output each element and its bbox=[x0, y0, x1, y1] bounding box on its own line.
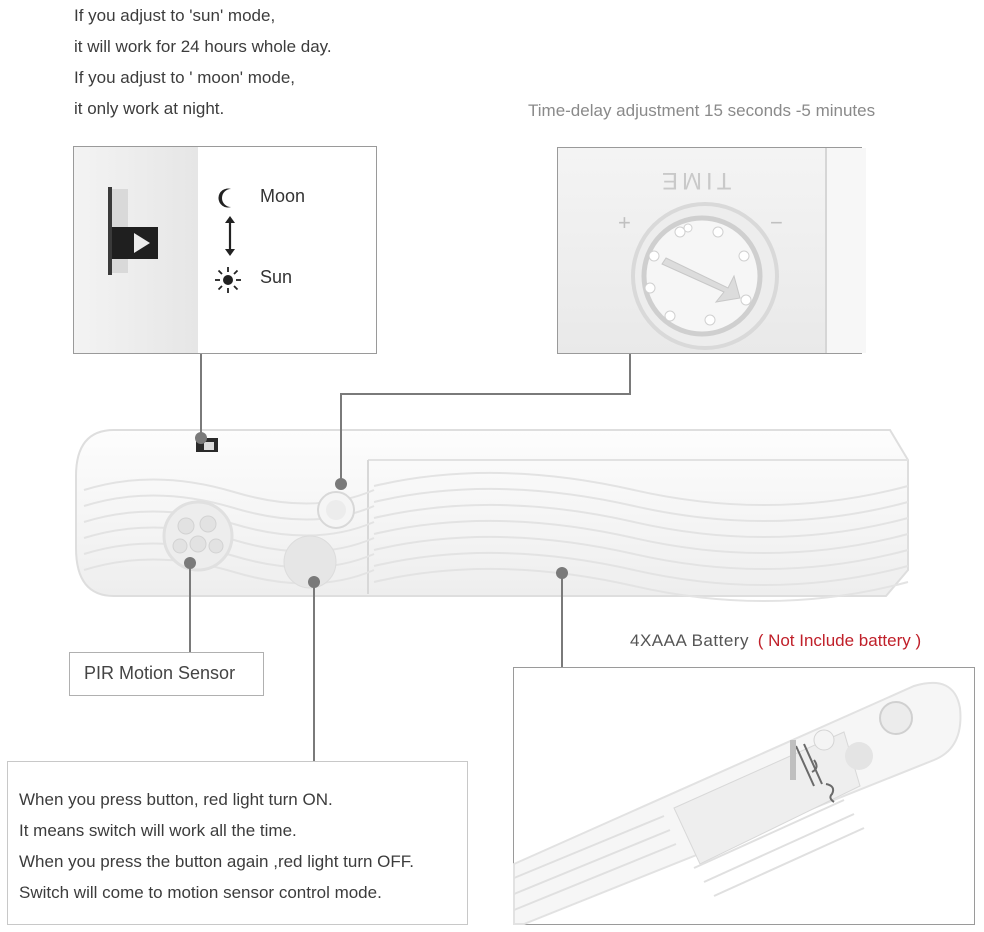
button-note-line-1: When you press button, red light turn ON. bbox=[19, 790, 333, 809]
dial-connector-vertical bbox=[629, 354, 631, 394]
mode-line-3: If you adjust to ' moon' mode, bbox=[74, 68, 295, 87]
battery-note: ( Not Include battery ) bbox=[757, 631, 922, 650]
time-delay-label: Time-delay adjustment 15 seconds -5 minutes bbox=[528, 101, 876, 120]
sun-icon bbox=[214, 266, 242, 294]
moon-icon bbox=[216, 187, 238, 209]
mode-line-2: it will work for 24 hours whole day. bbox=[74, 37, 332, 56]
dial-minus: − bbox=[770, 210, 783, 235]
battery-label: 4XAAA Battery bbox=[630, 631, 749, 650]
sun-label: Sun bbox=[260, 267, 293, 287]
battery-label-row bbox=[630, 631, 921, 651]
button-note-line-2: It means switch will work all the time. bbox=[19, 821, 297, 840]
button-note-line-3: When you press the button again ,red light turn OFF. bbox=[19, 852, 414, 871]
moon-label: Moon bbox=[260, 186, 306, 206]
dial-connector-horizontal bbox=[340, 393, 631, 395]
time-dial-panel bbox=[557, 147, 862, 354]
switch-connector-line bbox=[200, 354, 202, 436]
pir-motion-sensor-label-box bbox=[69, 652, 264, 696]
slide-switch-graphic bbox=[74, 147, 198, 353]
switch-connector-dot bbox=[195, 432, 207, 444]
button-function-note-box bbox=[7, 761, 468, 925]
mode-description bbox=[74, 0, 332, 124]
dial-plus: + bbox=[618, 210, 631, 235]
mode-switch-panel bbox=[73, 146, 377, 354]
battery-connector-line bbox=[561, 573, 563, 667]
button-note-line-4: Switch will come to motion sensor control mode. bbox=[19, 883, 382, 902]
mode-line-1: If you adjust to 'sun' mode, bbox=[74, 6, 276, 25]
pir-motion-sensor-label: PIR Motion Sensor bbox=[84, 663, 236, 683]
motion-sensor-light-bar bbox=[74, 428, 910, 600]
button-connector-line bbox=[313, 582, 315, 762]
double-arrow-icon bbox=[222, 215, 238, 257]
dial-connector-drop bbox=[340, 393, 342, 483]
battery-compartment-graphic bbox=[514, 668, 974, 924]
pir-connector-line bbox=[189, 563, 191, 653]
mode-line-4: it only work at night. bbox=[74, 99, 225, 118]
dial-connector-dot bbox=[335, 478, 347, 490]
battery-compartment-panel bbox=[513, 667, 975, 925]
dial-time-text: TIME bbox=[658, 167, 732, 194]
